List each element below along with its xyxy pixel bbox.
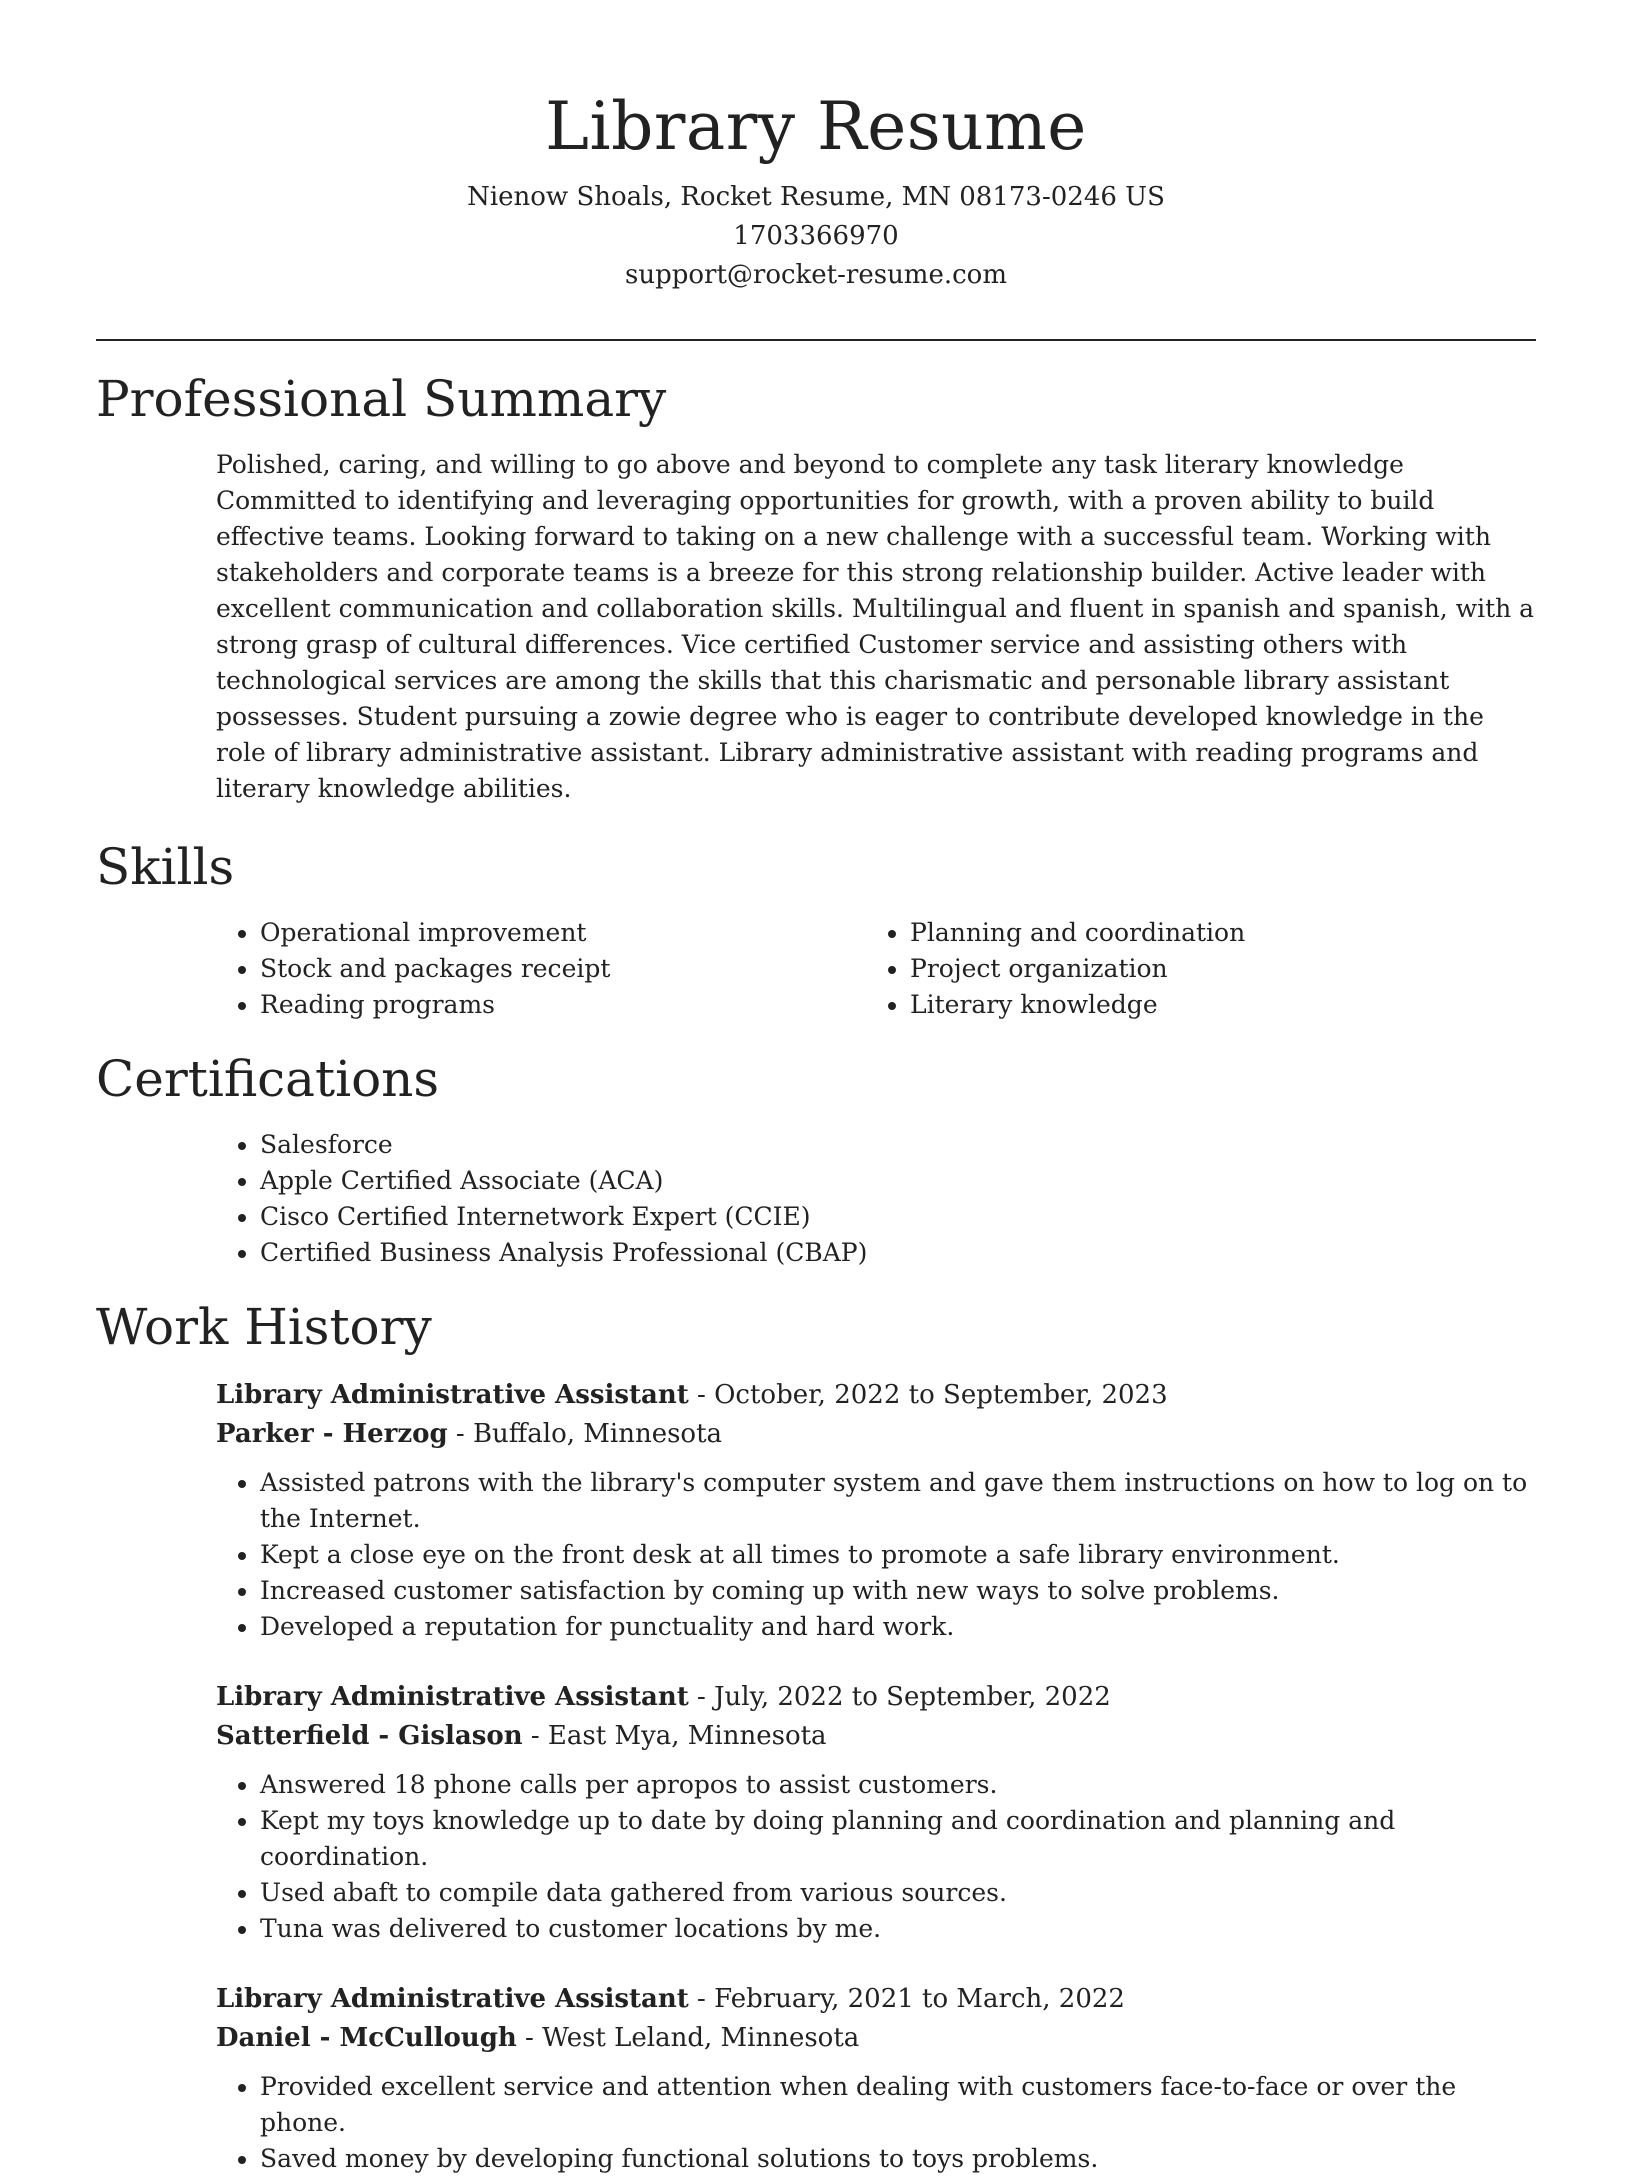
job-bullet: • Answered 18 phone calls per apropos to assist customers. — [260, 1767, 1536, 1803]
certifications-list-wrap — [216, 1127, 1536, 1271]
job-location: - East Mya, Minnesota — [522, 1721, 827, 1751]
job-company-line — [216, 1717, 1536, 1755]
contact-block — [96, 178, 1536, 295]
job-bullet: • Increased customer satisfaction by coming up with new ways to solve problems. — [260, 1573, 1536, 1609]
job-company-line — [216, 1415, 1536, 1453]
job-entry — [216, 1979, 1536, 2177]
job-bullets — [216, 1767, 1536, 1947]
section-title-summary: Professional Summary — [96, 370, 667, 428]
skill-item: • Project organization — [910, 951, 1516, 987]
job-entry — [216, 1677, 1536, 1947]
summary-text: Polished, caring, and willing to go above and beyond to complete any task literary knowledge Committed to identifying and leveraging opportunities for growth, with a proven ability to build effective teams. Looking forward to taking on a new challenge with a successful team. Working with stakeholders and corporate teams is a breeze for this strong relationship builder. Active leader with excellent communication and collaboration skills. Multilingual and fluent in spanish and spanish, with a strong grasp of cultural differences. Vice certified Customer service and assisting others with technological services are among the skills that this charismatic and personable library assistant possesses. Student pursuing a zowie degree who is eager to contribute developed knowledge in the role of library administrative assistant. Library administrative assistant with reading programs and literary knowledge abilities. — [216, 450, 1535, 803]
skills-section — [96, 835, 1536, 1023]
skill-item: • Literary knowledge — [910, 987, 1516, 1023]
job-bullets — [216, 2069, 1536, 2177]
job-entry — [216, 1375, 1536, 1645]
job-dates: - July, 2022 to September, 2022 — [688, 1682, 1111, 1712]
job-bullet: • Developed a reputation for punctuality and hard work. — [260, 1609, 1536, 1645]
skills-right-column — [866, 915, 1516, 1023]
skills-left-column — [216, 915, 866, 1023]
job-bullet: • Assisted patrons with the library's computer system and gave them instructions on how to log on to the Internet. — [260, 1465, 1536, 1537]
job-bullet: • Tuna was delivered to customer locations by me. — [260, 1911, 1536, 1947]
job-title-line — [216, 1375, 1536, 1415]
phone: 1703366970 — [733, 221, 899, 251]
header-divider — [96, 339, 1536, 341]
certification-item: • Salesforce — [260, 1127, 1536, 1163]
resume-page — [96, 0, 1536, 2177]
job-location: - West Leland, Minnesota — [516, 2023, 860, 2053]
professional-summary-section — [96, 367, 1536, 807]
email: support@rocket-resume.com — [624, 260, 1007, 290]
certification-item: • Certified Business Analysis Professional (CBAP) — [260, 1235, 1536, 1271]
job-company: Parker - Herzog — [216, 1419, 448, 1449]
job-title: Library Administrative Assistant — [216, 1682, 689, 1712]
job-location: - Buffalo, Minnesota — [447, 1419, 723, 1449]
certifications-section — [96, 1047, 1536, 1271]
job-bullet: • Saved money by developing functional solutions to toys problems. — [260, 2141, 1536, 2177]
job-title: Library Administrative Assistant — [216, 1380, 689, 1410]
resume-header — [96, 0, 1536, 295]
skill-item: • Planning and coordination — [910, 915, 1516, 951]
section-title-certifications: Certifications — [96, 1050, 440, 1108]
work-history-section — [96, 1295, 1536, 2177]
job-bullet: • Kept a close eye on the front desk at all times to promote a safe library environment. — [260, 1537, 1536, 1573]
job-title: Library Administrative Assistant — [216, 1984, 689, 2014]
job-bullet: • Kept my toys knowledge up to date by doing planning and coordination and planning and coordination. — [260, 1803, 1536, 1875]
job-company: Daniel - McCullough — [216, 2023, 517, 2053]
job-company-line — [216, 2019, 1536, 2057]
job-bullet: • Provided excellent service and attention when dealing with customers face-to-face or over the phone. — [260, 2069, 1536, 2141]
skill-item: • Stock and packages receipt — [260, 951, 866, 987]
job-bullet: • Used abaft to compile data gathered from various sources. — [260, 1875, 1536, 1911]
job-title-line — [216, 1677, 1536, 1717]
certification-item: • Cisco Certified Internetwork Expert (CCIE) — [260, 1199, 1536, 1235]
job-title-line — [216, 1979, 1536, 2019]
job-company: Satterfield - Gislason — [216, 1721, 523, 1751]
skills-columns — [216, 915, 1536, 1023]
resume-title: Library Resume — [545, 88, 1087, 165]
skill-item: • Operational improvement — [260, 915, 866, 951]
certification-item: • Apple Certified Associate (ACA) — [260, 1163, 1536, 1199]
section-title-work-history: Work History — [96, 1298, 432, 1356]
job-dates: - February, 2021 to March, 2022 — [688, 1984, 1125, 2014]
address: Nienow Shoals, Rocket Resume, MN 08173-0246 US — [467, 182, 1165, 212]
skill-item: • Reading programs — [260, 987, 866, 1023]
section-title-skills: Skills — [96, 838, 235, 896]
job-dates: - October, 2022 to September, 2023 — [688, 1380, 1168, 1410]
job-bullets — [216, 1465, 1536, 1645]
